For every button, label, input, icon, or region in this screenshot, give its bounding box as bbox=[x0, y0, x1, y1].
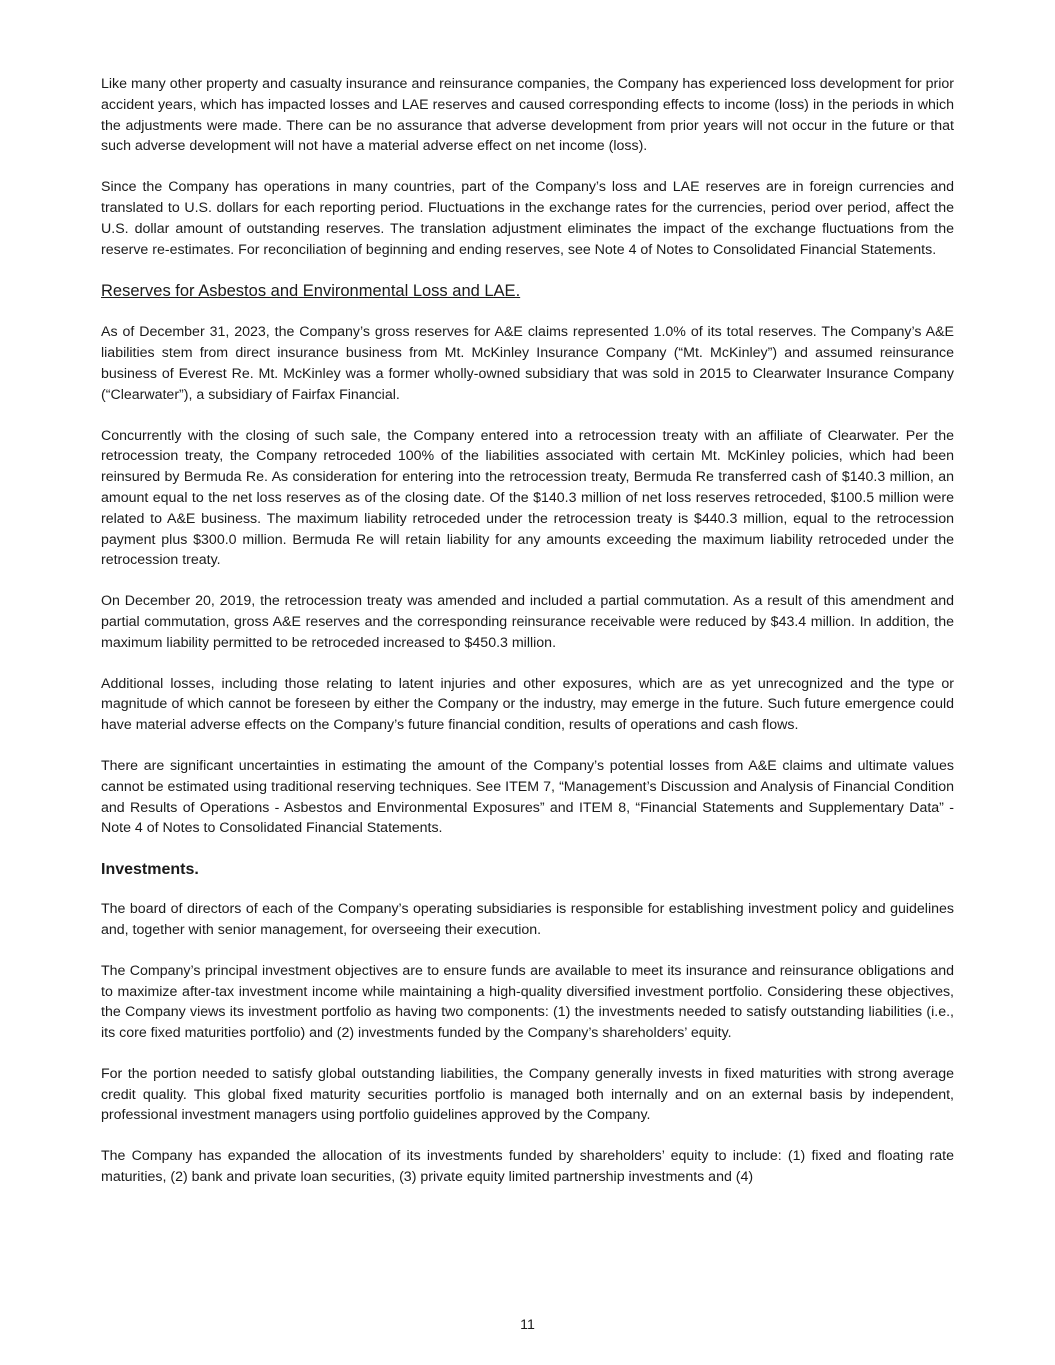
document-page bbox=[101, 74, 954, 1208]
paragraph-additional-losses: Additional losses, including those relating to latent injuries and other exposures, which are as yet unrecognized and the type or magnitude of which cannot be foreseen by either the Company or the industry, may emerge in the future. Such future emergence could have material adverse effects on the Company’s future financial condition, results of operations and cash flows. bbox=[101, 675, 954, 734]
paragraph-expanded-allocation: The Company has expanded the allocation of its investments funded by shareholders’ equity to include: (1) fixed and floating rate maturities, (2) bank and private loan securities, (3) private equity limited partnership investments and (4) bbox=[101, 1148, 954, 1186]
paragraph-treaty-amendment: On December 20, 2019, the retrocession treaty was amended and included a partial commutation. As a result of this amendment and partial commutation, gross A&E reserves and the corresponding reinsurance receivable were reduced by $43.4 million. In addition, the maximum liability permitted to be retroceded increased to $450.3 million. bbox=[101, 593, 954, 651]
paragraph-fixed-maturities: For the portion needed to satisfy global outstanding liabilities, the Company generally invests in fixed maturities with strong average credit quality. This global fixed maturity securities portfolio is managed both internally and on an external basis by independent, professional investment managers using portfolio guidelines approved by the Company. bbox=[101, 1065, 954, 1124]
paragraph-board-of-directors: The board of directors of each of the Company’s operating subsidiaries is responsible for establishing investment policy and guidelines and, together with senior management, for overseeing their execution. bbox=[101, 901, 954, 938]
section-heading-asbestos: Reserves for Asbestos and Environmental Loss and LAE. bbox=[101, 282, 521, 301]
paragraph-uncertainties: There are significant uncertainties in estimating the amount of the Company’s potential losses from A&E claims and ultimate values cannot be estimated using traditional reserving techniques. See ITEM 7, “Management’s Discussion and Analysis of Financial Condition and Results of Operations - Asbestos and Environmental Exposures” and ITEM 8, “Financial Statements and Supplementary Data” - Note 4 of Notes to Consolidated Financial Statements. bbox=[101, 757, 954, 837]
paragraph-ae-reserves: As of December 31, 2023, the Company’s gross reserves for A&E claims represented 1.0% of its total reserves. The Company’s A&E liabilities stem from direct insurance business from Mt. McKinley Insurance Company (“Mt. McKinley”) and assumed reinsurance business of Everest Re. Mt. McKinley was a former wholly-owned subsidiary that was sold in 2015 to Clearwater Insurance Company (“Clearwater”), a subsidiary of Fairfax Financial. bbox=[101, 324, 954, 403]
paragraph-loss-development: Like many other property and casualty insurance and reinsurance companies, the Company has experienced loss development for prior accident years, which has impacted losses and LAE reserves and caused corresponding effects to income (loss) in the periods in which the adjustments were made. There can be no assurance that adverse development from prior years will not occur in the future or that such adverse development will not have a material adverse effect on net income (loss). bbox=[101, 76, 954, 155]
page-number: 11 bbox=[520, 1317, 535, 1333]
paragraph-foreign-currency: Since the Company has operations in many countries, part of the Company’s loss and LAE reserves are in foreign currencies and translated to U.S. dollars for each reporting period. Fluctuations in the exchange rates for the currencies, period over period, affect the U.S. dollar amount of outstanding reserves. The translation adjustment eliminates the impact of the exchange fluctuations from the reserve re-estimates. For reconciliation of beginning and ending reserves, see Note 4 of Notes to Consolidated Financial Statements. bbox=[101, 179, 954, 258]
paragraph-retrocession-treaty: Concurrently with the closing of such sale, the Company entered into a retrocession treaty with an affiliate of Clearwater. Per the retrocession treaty, the Company retroceded 100% of the liabilities associated with certain Mt. McKinley policies, which had been reinsured by Bermuda Re. As consideration for entering into the retrocession treaty, Bermuda Re transferred cash of $140.3 million, an amount equal to the net loss reserves as of the closing date. Of the $140.3 million of net loss reserves retroceded, $100.5 million were related to A&E business. The maximum liability retroceded under the retrocession treaty is $440.3 million, equal to the retrocession payment plus $300.0 million. Bermuda Re will retain liability for any amounts exceeding the maximum liability retroceded under the retrocession treaty. bbox=[101, 427, 954, 569]
section-heading-investments: Investments. bbox=[101, 861, 199, 879]
paragraph-investment-objectives: The Company’s principal investment objectives are to ensure funds are available to meet its insurance and reinsurance obligations and to maximize after-tax investment income while maintaining a high-quality diversified investment portfolio. Considering these objectives, the Company views its investment portfolio as having two components: (1) the investments needed to satisfy outstanding liabilities (i.e., its core fixed maturities portfolio) and (2) investments funded by the Company’s shareholders’ equity. bbox=[101, 962, 954, 1042]
